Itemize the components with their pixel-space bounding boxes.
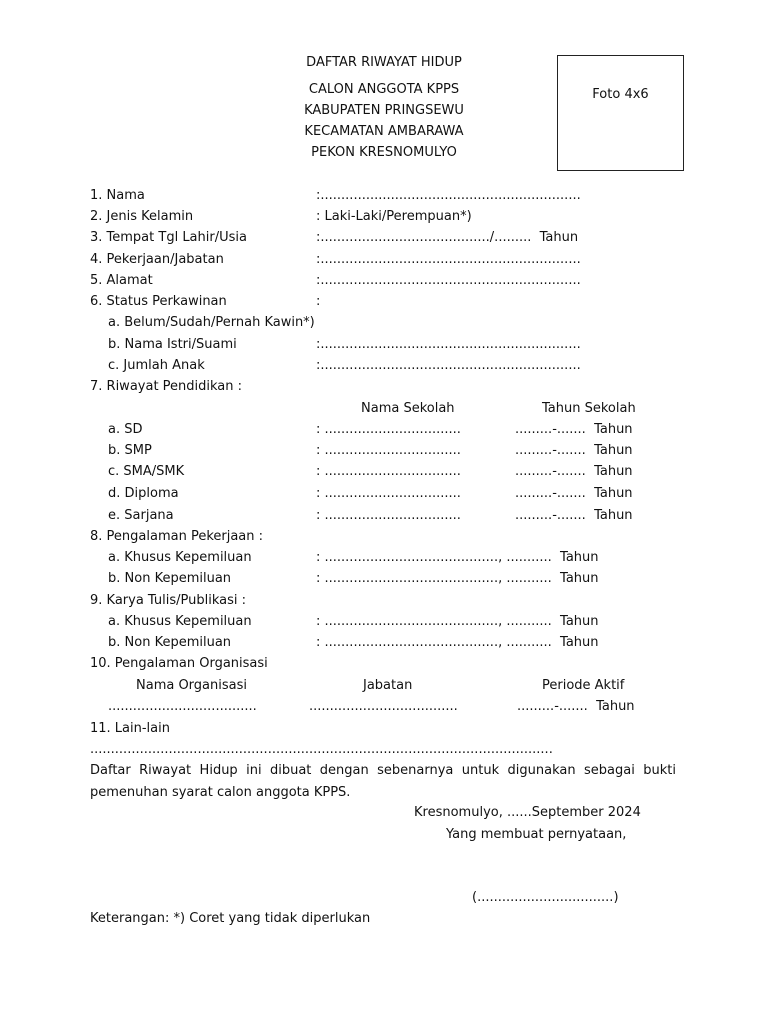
field-value: :............................................................... xyxy=(316,252,581,267)
subtitle-line: KECAMATAN AMBARAWA xyxy=(304,124,464,139)
field-label: 2. Jenis Kelamin xyxy=(90,209,194,224)
maker-label: Yang membuat pernyataan, xyxy=(446,827,627,842)
field-label: 5. Alamat xyxy=(90,273,153,288)
field-value: :............................................................... xyxy=(316,337,581,352)
education-school: : ................................. xyxy=(316,422,461,437)
experience-label: a. Khusus Kepemiluan xyxy=(108,550,252,565)
education-label: c. SMA/SMK xyxy=(108,464,185,479)
subtitle-line: KABUPATEN PRINGSEWU xyxy=(304,103,464,118)
education-year: .........-....... Tahun xyxy=(515,464,633,479)
education-school: : ................................. xyxy=(316,464,461,479)
section-heading: 10. Pengalaman Organisasi xyxy=(90,656,268,671)
education-label: b. SMP xyxy=(108,443,152,458)
field-value: :........................................./......... Tahun xyxy=(316,230,579,245)
education-label: d. Diploma xyxy=(108,486,179,501)
education-school: : ................................. xyxy=(316,486,461,501)
photo-label: Foto 4x6 xyxy=(592,87,649,102)
footnote: Keterangan: *) Coret yang tidak diperlukan xyxy=(90,911,371,926)
section-heading: 7. Riwayat Pendidikan : xyxy=(90,379,243,394)
education-year: .........-....... Tahun xyxy=(515,443,633,458)
experience-label: b. Non Kepemiluan xyxy=(108,571,232,586)
field-label: b. Nama Istri/Suami xyxy=(108,337,237,352)
field-value: :............................................................... xyxy=(316,273,581,288)
column-header: Nama Organisasi xyxy=(136,678,247,693)
field-label: 3. Tempat Tgl Lahir/Usia xyxy=(90,230,247,245)
signature-line: (.................................) xyxy=(472,890,619,905)
field-label: 4. Pekerjaan/Jabatan xyxy=(90,252,224,267)
place-date: Kresnomulyo, ......September 2024 xyxy=(414,805,641,820)
publication-value: : .........................................., ........... Tahun xyxy=(316,635,599,650)
field-value: : xyxy=(316,294,321,309)
organization-role: .................................... xyxy=(309,699,458,714)
education-year: .........-....... Tahun xyxy=(515,508,633,523)
publication-label: b. Non Kepemiluan xyxy=(108,635,232,650)
education-school: : ................................. xyxy=(316,443,461,458)
column-header: Periode Aktif xyxy=(542,678,625,693)
other-dots: ................................................................................................................ xyxy=(90,742,553,757)
column-header: Tahun Sekolah xyxy=(542,401,636,416)
experience-value: : .........................................., ........... Tahun xyxy=(316,571,599,586)
section-heading: 11. Lain-lain xyxy=(90,721,170,736)
document-title: DAFTAR RIWAYAT HIDUP xyxy=(306,55,462,70)
subtitle-line: PEKON KRESNOMULYO xyxy=(311,145,457,160)
experience-value: : .........................................., ........... Tahun xyxy=(316,550,599,565)
section-heading: 9. Karya Tulis/Publikasi : xyxy=(90,593,247,608)
field-label: a. Belum/Sudah/Pernah Kawin*) xyxy=(108,315,315,330)
field-value: :............................................................... xyxy=(316,358,581,373)
field-label: c. Jumlah Anak xyxy=(108,358,205,373)
statement-paragraph: Daftar Riwayat Hidup ini dibuat dengan sebenarnya untuk digunakan sebagai bukti pemenuhan syarat calon anggota KPPS. xyxy=(90,763,676,800)
section-heading: 8. Pengalaman Pekerjaan : xyxy=(90,529,264,544)
column-header: Nama Sekolah xyxy=(361,401,455,416)
photo-placeholder-box xyxy=(557,55,684,171)
education-label: e. Sarjana xyxy=(108,508,174,523)
organization-name: .................................... xyxy=(108,699,257,714)
subtitle-line: CALON ANGGOTA KPPS xyxy=(308,82,460,97)
organization-period: .........-....... Tahun xyxy=(517,699,635,714)
field-value: :............................................................... xyxy=(316,188,581,203)
education-year: .........-....... Tahun xyxy=(515,486,633,501)
publication-label: a. Khusus Kepemiluan xyxy=(108,614,252,629)
field-value: : Laki-Laki/Perempuan*) xyxy=(316,209,472,224)
education-label: a. SD xyxy=(108,422,143,437)
education-year: .........-....... Tahun xyxy=(515,422,633,437)
field-label: 1. Nama xyxy=(90,188,145,203)
publication-value: : .........................................., ........... Tahun xyxy=(316,614,599,629)
column-header: Jabatan xyxy=(363,678,413,693)
education-school: : ................................. xyxy=(316,508,461,523)
field-label: 6. Status Perkawinan xyxy=(90,294,227,309)
